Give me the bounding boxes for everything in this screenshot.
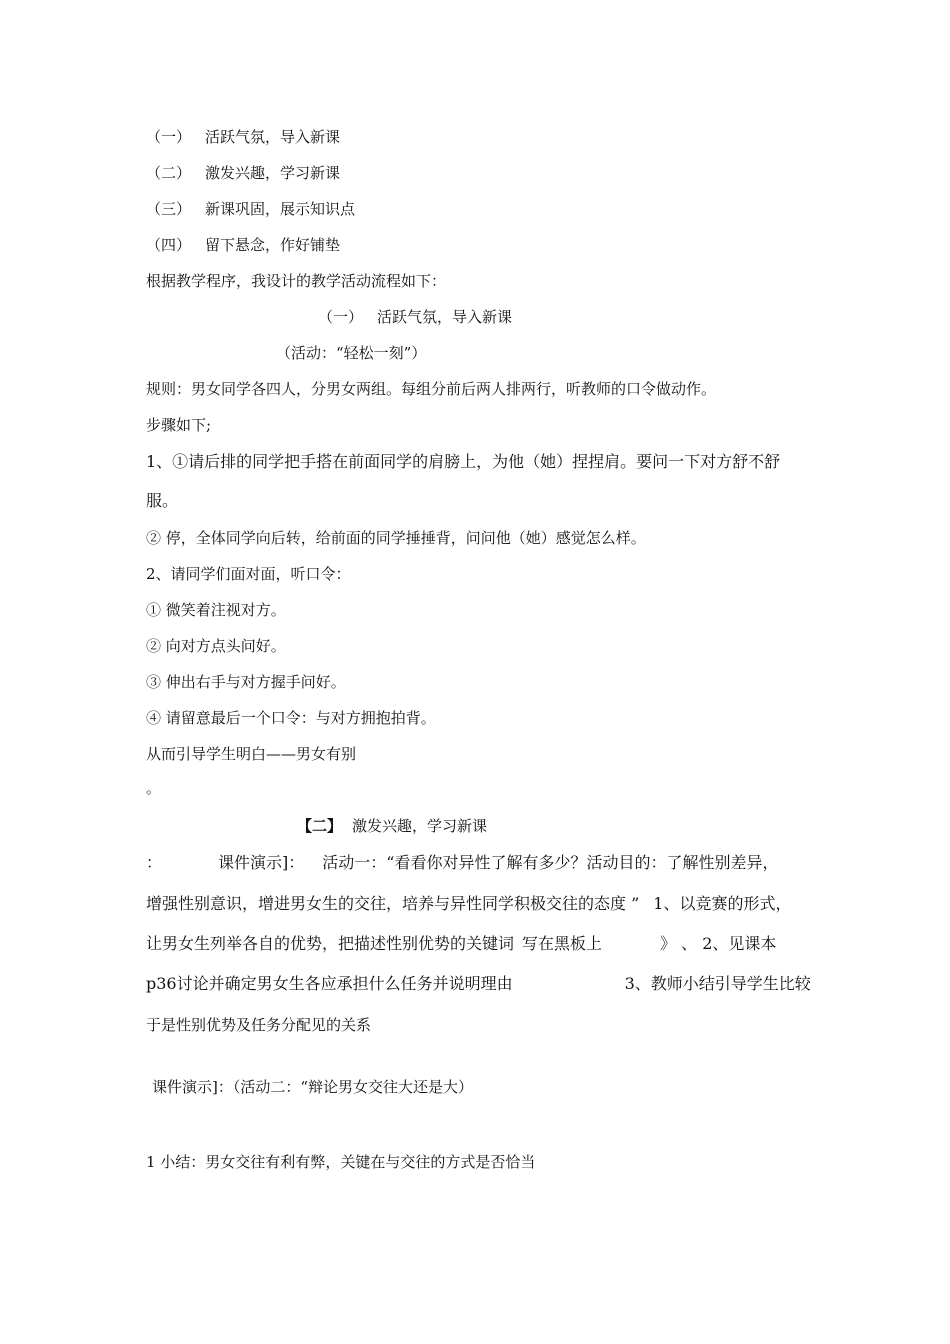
section1-activity: （活动：“轻松一刻”） [276, 344, 427, 362]
outline-text: 激发兴趣，学习新课 [205, 164, 341, 182]
para-text: p36讨论并确定男女生各应承担什么任务并说明理由 [146, 974, 513, 993]
section2-title: 激发兴趣，学习新课 [352, 817, 488, 835]
outline-item-2 [146, 163, 340, 183]
courseware1-label: 课件演示]： [218, 853, 305, 872]
para-line3 [146, 934, 776, 954]
para-text: 写在黑板上 [522, 934, 603, 953]
section1-heading [318, 307, 512, 327]
para-text: 1、以竞赛的形式， [653, 894, 792, 913]
outline-text: 活跃气氛，导入新课 [205, 128, 341, 146]
outline-num: （四） [146, 236, 192, 254]
command-item: ③ 伸出右手与对方握手问好。 [146, 673, 346, 691]
command-item: ④ 请留意最后一个口令：与对方拥抱拍背。 [146, 709, 436, 727]
intro-text: 根据教学程序，我设计的教学活动流程如下： [146, 272, 447, 290]
para-text: 3、教师小结引导学生比较 [624, 974, 811, 993]
command-item: ① 微笑着注视对方。 [146, 601, 286, 619]
outline-text: 新课巩固，展示知识点 [205, 200, 356, 218]
outline-item-4 [146, 235, 340, 255]
outline-item-3 [146, 199, 355, 219]
para-line4 [146, 974, 811, 994]
outline-num: （二） [146, 164, 192, 182]
section2-heading [297, 816, 487, 836]
rules-text: 规则：男女同学各四人，分男女两组。每组分前后两人排两行，听教师的口令做动作。 [146, 380, 717, 398]
steps-heading: 步骤如下; [146, 416, 212, 434]
activity1-text: 活动一：“看看你对异性了解有多少？活动目的：了解性别差异， [322, 853, 779, 872]
para-line1 [146, 853, 778, 873]
step2-text: 2、请同学们面对面，听口令： [146, 565, 351, 583]
outline-num: （三） [146, 200, 192, 218]
para-text: 增强性别意识，增进男女生的交往，培养与异性同学积极交往的态度 ” [146, 894, 640, 913]
para-line5: 于是性别优势及任务分配见的关系 [146, 1016, 372, 1034]
para-text: 让男女生列举各自的优势，把描述性别优势的关键词 [146, 934, 515, 953]
command-item: ② 向对方点头问好。 [146, 637, 286, 655]
para-colon: ： [146, 853, 163, 872]
step1-line1: 1、①请后排的同学把手搭在前面同学的肩膀上，为他（她）捏捏肩。要问一下对方舒不舒 [146, 452, 781, 471]
outline-num: （一） [146, 128, 192, 146]
section1-num: （一） [318, 308, 364, 326]
section1-title: 活跃气氛，导入新课 [377, 308, 513, 326]
summary-line: 1 小结：男女交往有利有弊，关键在与交往的方式是否恰当 [146, 1153, 536, 1171]
para-line2 [146, 894, 791, 914]
step1-line2: 服。 [146, 491, 179, 510]
conclusion-text: 从而引导学生明白——男女有别 [146, 745, 357, 763]
step1-line3: ② 停，全体同学向后转，给前面的同学捶捶背，问问他（她）感觉怎么样。 [146, 529, 646, 547]
outline-text: 留下悬念，作好铺垫 [205, 236, 341, 254]
para-text: 》 、 2、见课本 [660, 934, 777, 953]
period-mark: 。 [146, 779, 162, 797]
courseware2-line: 课件演示]：（活动二：“辩论男女交往大还是大） [152, 1078, 474, 1096]
outline-item-1 [146, 127, 340, 147]
section2-num: 【二】 [297, 817, 343, 835]
